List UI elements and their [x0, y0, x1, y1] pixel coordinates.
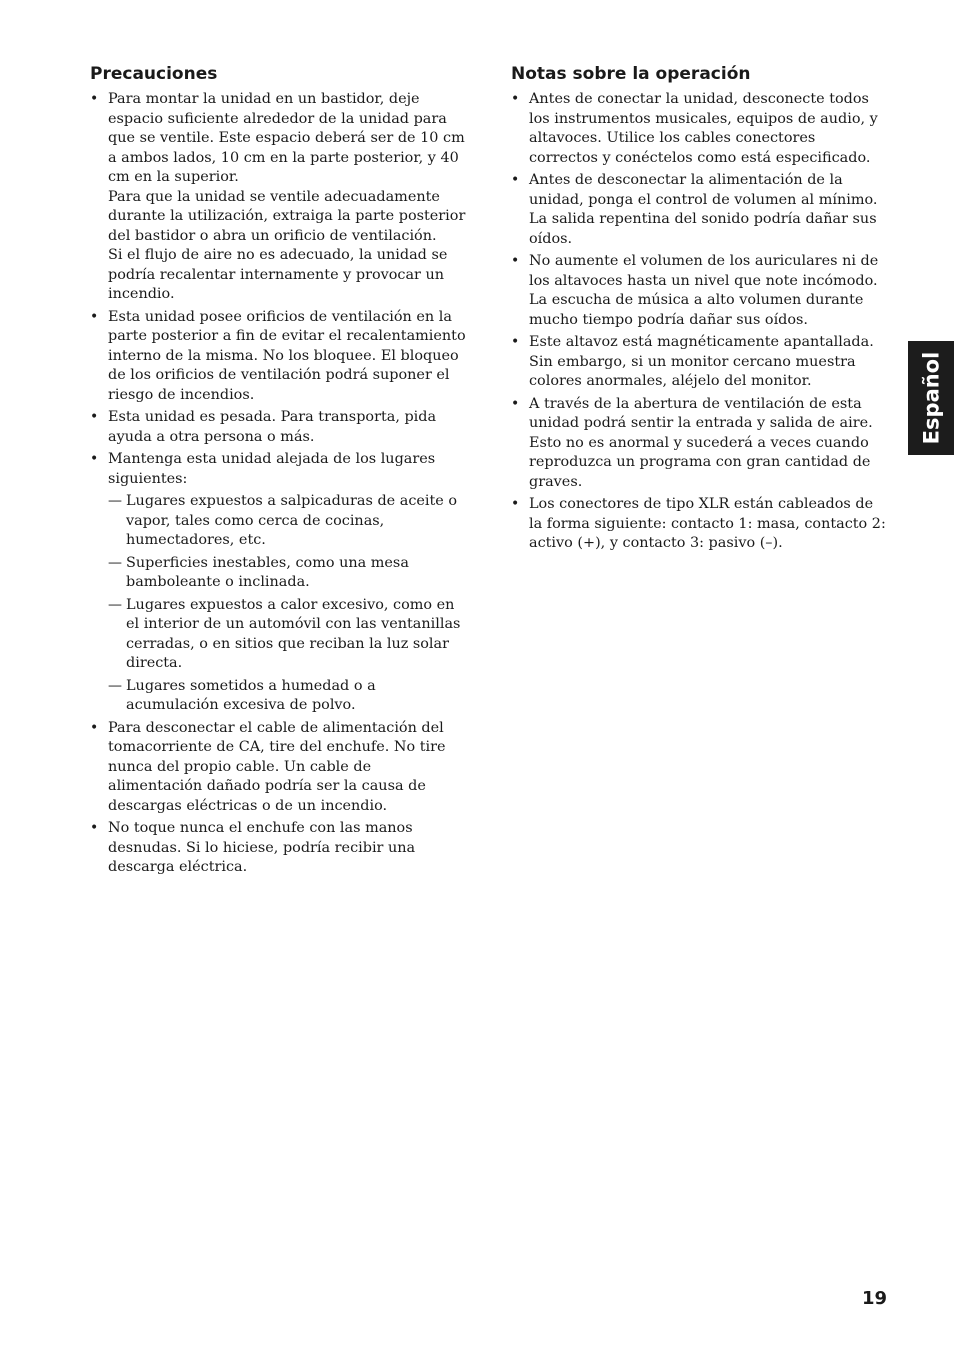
list-item: [511, 333, 887, 392]
list-item: [90, 450, 466, 716]
list-item: [511, 495, 887, 554]
paragraph: • No aumente el volumen de los auriculares ni de los altavoces hasta un nivel que note incómodo. La escucha de música a alto volumen durante mucho tiempo podría dañar sus oídos.: [529, 253, 879, 328]
left-column: [90, 62, 466, 881]
paragraph: • Para desconectar el cable de alimentación del tomacorriente de CA, tire del enchufe. No tire nunca del propio cable. Un cable de alimentación dañado podría ser la causa de descargas eléctricas o de un incendio.: [108, 719, 446, 814]
paragraph: • Para montar la unidad en un bastidor, deje espacio suficiente alrededor de la unidad para que se ventile. Este espacio deberá ser de 10 cm a ambos lados, 10 cm en la parte posterior, y 40 cm en la superior.: [108, 91, 465, 185]
paragraph: • Antes de conectar la unidad, desconecte todos los instrumentos musicales, equipos de audio, y altavoces. Utilice los cables conectores correctos y conéctelos como está especificado.: [529, 91, 878, 166]
page-number: 19: [862, 1288, 888, 1309]
paragraph: Para que la unidad se ventile adecuadamente durante la utilización, extraiga la parte posterior del bastidor o abra un orificio de ventilación.: [108, 188, 466, 244]
paragraph: • Esta unidad es pesada. Para transporta, pida ayuda a otra persona o más.: [108, 409, 437, 445]
precauciones-heading: Precauciones: [90, 64, 218, 84]
paragraph: • Mantenga esta unidad alejada de los lugares siguientes:: [108, 451, 436, 487]
sub-list-item: — Lugares expuestos a salpicaduras de aceite o vapor, tales como cerca de cocinas, humectadores, etc.: [108, 492, 466, 551]
list-item: [90, 408, 466, 447]
right-column: [511, 62, 887, 557]
list-item: [511, 252, 887, 330]
sub-list: [108, 492, 466, 716]
paragraph: • Antes de desconectar la alimentación de la unidad, ponga el control de volumen al mínimo. La salida repentina del sonido podría dañar sus oídos.: [529, 172, 878, 247]
paragraph: • No toque nunca el enchufe con las manos desnudas. Si lo hiciese, podría recibir una descarga eléctrica.: [108, 820, 416, 875]
paragraph: • Esta unidad posee orificios de ventilación en la parte posterior a fin de evitar el recalentamiento interno de la misma. No los bloquee. El bloqueo de los orificios de ventilación podrá suponer el riesgo de incendios.: [108, 308, 466, 403]
notas-list: [511, 90, 887, 554]
paragraph: • A través de la abertura de ventilación de esta unidad podrá sentir la entrada y salida de aire. Esto no es anormal y sucederá a veces cuando reproduzca un programa con gran cantidad de graves.: [529, 395, 873, 490]
language-tab: [908, 341, 954, 455]
list-item: [90, 719, 466, 817]
precauciones-list: [90, 90, 466, 878]
sub-list-item: — Superficies inestables, como una mesa bamboleante o inclinada.: [108, 554, 466, 593]
list-item: [90, 819, 466, 878]
notas-heading: Notas sobre la operación: [511, 64, 751, 84]
list-item: [511, 171, 887, 249]
list-item: [90, 308, 466, 406]
paragraph: • Los conectores de tipo XLR están cableados de la forma siguiente: contacto 1: masa, contacto 2: activo (+), y contacto 3: pasivo (–).: [529, 496, 886, 551]
list-item: [511, 395, 887, 493]
language-tab-label: Español: [919, 351, 943, 445]
list-item: [511, 90, 887, 168]
sub-list-item: — Lugares expuestos a calor excesivo, como en el interior de un automóvil con las ventanillas cerradas, o en sitios que reciban la luz solar directa.: [108, 596, 466, 674]
list-item: [90, 90, 466, 305]
paragraph: Si el flujo de aire no es adecuado, la unidad se podría recalentar internamente y provocar un incendio.: [108, 247, 448, 302]
sub-list-item: — Lugares sometidos a humedad o a acumulación excesiva de polvo.: [108, 677, 466, 716]
paragraph: • Este altavoz está magnéticamente apantallada. Sin embargo, si un monitor cercano muestra colores anormales, aléjelo del monitor.: [529, 334, 874, 389]
